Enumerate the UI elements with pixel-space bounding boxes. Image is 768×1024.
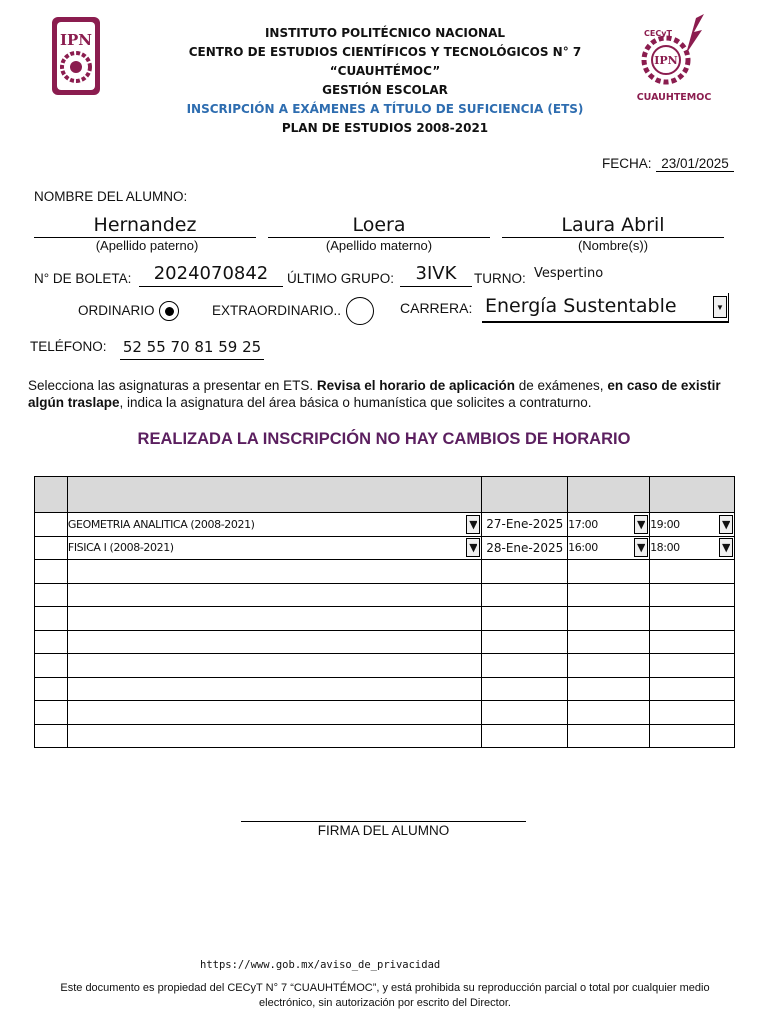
subject-cell[interactable]: [67, 677, 481, 701]
ets-subjects-table: [34, 476, 735, 748]
row-number-cell: [35, 536, 68, 560]
start-time-dropdown-button[interactable]: [634, 538, 648, 557]
end-time-cell[interactable]: [650, 560, 735, 584]
table-row: [35, 583, 735, 607]
last-group-label: ÚLTIMO GRUPO:: [287, 271, 395, 286]
document-title: INSCRIPCIÓN A EXÁMENES A TÍTULO DE SUFICIENCIA (ETS): [186, 102, 584, 116]
institution-name: INSTITUTO POLITÉCNICO NACIONAL: [264, 26, 506, 40]
exam-date-cell: [482, 724, 568, 748]
extraordinary-radio[interactable]: [346, 297, 374, 325]
career-select[interactable]: [482, 293, 729, 323]
end-time-cell[interactable]: [650, 607, 735, 631]
start-time-dropdown-button[interactable]: [634, 515, 648, 534]
department-name: GESTIÓN ESCOLAR: [322, 83, 448, 97]
table-row: [35, 677, 735, 701]
subject-dropdown-button[interactable]: [466, 515, 480, 534]
extraordinary-label: EXTRAORDINARIO..: [212, 303, 342, 318]
exam-date-cell: [482, 630, 568, 654]
end-time-cell[interactable]: [650, 630, 735, 654]
table-row: [35, 654, 735, 678]
exam-date-cell: [482, 607, 568, 631]
student-id-label: N° DE BOLETA:: [34, 271, 132, 286]
date-label: FECHA:: [602, 156, 652, 171]
table-row: [35, 701, 735, 725]
end-time-dropdown-button[interactable]: [719, 515, 733, 534]
start-time-cell[interactable]: [568, 701, 650, 725]
maternal-surname-caption: (Apellido materno): [325, 238, 433, 253]
chevron-down-icon: ▼: [637, 517, 646, 531]
chevron-down-icon: ▼: [716, 302, 724, 312]
signature-line[interactable]: [241, 821, 526, 822]
table-row: [35, 536, 735, 560]
header-cell-subject: [67, 477, 481, 513]
subject-cell[interactable]: [67, 607, 481, 631]
start-time-cell[interactable]: [568, 513, 650, 537]
chevron-down-icon: ▼: [721, 517, 731, 531]
row-number-cell: [35, 607, 68, 631]
instructions-part1: Selecciona las asignaturas a presentar en ETS.: [28, 378, 317, 393]
header-cell-date: [482, 477, 568, 513]
cecyt-logo: [636, 14, 712, 104]
row-number-cell: [35, 677, 68, 701]
table-row: [35, 560, 735, 584]
instructions-part3: , indica la asignatura del área básica o humanística que solicites a contraturno.: [119, 395, 592, 410]
start-time-cell[interactable]: [568, 583, 650, 607]
start-time-cell[interactable]: [568, 536, 650, 560]
date-field[interactable]: 23/01/2025: [656, 156, 734, 172]
radio-selected-dot: [165, 307, 174, 316]
ordinary-radio[interactable]: [159, 301, 179, 321]
exam-date-cell: 27-Ene-2025: [482, 513, 568, 537]
end-time-dropdown-button[interactable]: [719, 538, 733, 557]
table-row: [35, 630, 735, 654]
paternal-surname-caption: (Apellido paterno): [95, 238, 199, 253]
row-number-cell: [35, 583, 68, 607]
given-names-field[interactable]: Laura Abril: [502, 213, 724, 238]
center-name: CENTRO DE ESTUDIOS CIENTÍFICOS Y TECNOLÓGICOS N° 7: [188, 45, 582, 59]
exam-date-cell: [482, 654, 568, 678]
start-time-cell[interactable]: [568, 560, 650, 584]
cecyt-logo-bottom-text: CUAUHTEMOC: [636, 92, 712, 103]
header-cell-start: [568, 477, 650, 513]
subject-cell[interactable]: [67, 654, 481, 678]
career-dropdown-button[interactable]: [713, 296, 727, 318]
table-row: [35, 607, 735, 631]
given-names-caption: (Nombre(s)): [577, 238, 649, 253]
instructions-bold2: en caso de existir algún traslape: [28, 378, 721, 410]
end-time-cell[interactable]: [650, 536, 735, 560]
table-row: [35, 724, 735, 748]
privacy-url-link[interactable]: https://www.gob.mx/aviso_de_privacidad: [200, 959, 441, 971]
study-plan: PLAN DE ESTUDIOS 2008-2021: [281, 121, 489, 135]
exam-date-cell: 28-Ene-2025: [482, 536, 568, 560]
cecyt-logo-mid-text: IPN: [654, 54, 678, 67]
phone-field[interactable]: 52 55 70 81 59 25: [120, 335, 264, 360]
end-time-cell[interactable]: [650, 677, 735, 701]
start-time-cell[interactable]: [568, 607, 650, 631]
career-select-value: Energía Sustentable: [485, 295, 677, 317]
no-schedule-changes-notice: REALIZADA LA INSCRIPCIÓN NO HAY CAMBIOS DE HORARIO: [137, 430, 631, 448]
subject-cell[interactable]: [67, 724, 481, 748]
end-time-cell[interactable]: [650, 513, 735, 537]
subject-cell[interactable]: [67, 701, 481, 725]
maternal-surname-field[interactable]: Loera: [268, 213, 490, 238]
end-time-cell[interactable]: [650, 701, 735, 725]
table-row: [35, 513, 735, 537]
chevron-down-icon: ▼: [721, 541, 731, 555]
paternal-surname-field[interactable]: Hernandez: [34, 213, 256, 238]
row-number-cell: [35, 513, 68, 537]
phone-label: TELÉFONO:: [30, 339, 107, 354]
ipn-logo: [48, 15, 104, 97]
row-number-cell: [35, 630, 68, 654]
start-time-cell[interactable]: [568, 630, 650, 654]
instructions-part2: de exámenes,: [515, 378, 608, 393]
row-number-cell: [35, 560, 68, 584]
student-id-field[interactable]: 2024070842: [139, 262, 283, 287]
ownership-disclaimer: Este documento es propiedad del CECyT N° 7 “CUAUHTÉMOC”, y está prohibida su reproducción parcial o total por cualquier medio electrónico, sin autorización por escrito del Director.: [60, 982, 710, 1009]
end-time-cell[interactable]: [650, 583, 735, 607]
chevron-down-icon: ▼: [469, 517, 478, 531]
subject-dropdown-button[interactable]: [466, 538, 480, 557]
start-time-value: 16:00: [568, 541, 598, 555]
subject-value: GEOMETRIA ANALITICA (2008-2021): [67, 517, 255, 531]
instructions-bold1: Revisa el horario de aplicación: [316, 378, 515, 393]
end-time-value: 19:00: [650, 517, 680, 531]
ipn-logo-text: IPN: [59, 31, 93, 49]
shift-label: TURNO:: [474, 271, 526, 286]
student-name-label: NOMBRE DEL ALUMNO:: [34, 189, 188, 204]
header-cell-end: [650, 477, 735, 513]
chevron-down-icon: ▼: [637, 541, 646, 555]
exam-date-cell: [482, 560, 568, 584]
shift-field[interactable]: Vespertino: [534, 266, 604, 281]
ordinary-label: ORDINARIO: [78, 303, 155, 318]
subject-value: FISICA I (2008-2021): [67, 541, 174, 555]
exam-date-cell: [482, 583, 568, 607]
end-time-value: 18:00: [650, 541, 680, 555]
exam-date-cell: [482, 701, 568, 725]
subject-cell[interactable]: [67, 560, 481, 584]
row-number-cell: [35, 724, 68, 748]
start-time-cell[interactable]: [568, 677, 650, 701]
exam-date-cell: [482, 677, 568, 701]
start-time-value: 17:00: [568, 517, 598, 531]
signature-label: FIRMA DEL ALUMNO: [317, 823, 450, 838]
row-number-cell: [35, 701, 68, 725]
subject-cell[interactable]: [67, 513, 481, 537]
document-header: [150, 24, 620, 138]
instructions-text: [28, 377, 748, 411]
chevron-down-icon: ▼: [469, 541, 478, 555]
subject-cell[interactable]: [67, 630, 481, 654]
subject-cell[interactable]: [67, 536, 481, 560]
end-time-cell[interactable]: [650, 654, 735, 678]
start-time-cell[interactable]: [568, 654, 650, 678]
table-header-row: [35, 477, 735, 513]
center-alias: “CUAUHTÉMOC”: [329, 64, 441, 78]
row-number-cell: [35, 654, 68, 678]
header-cell-number: [35, 477, 68, 513]
cecyt-logo-top-text: CECyT: [644, 29, 672, 38]
end-time-cell[interactable]: [650, 724, 735, 748]
last-group-field[interactable]: 3IVK: [400, 262, 472, 287]
career-label: CARRERA:: [400, 300, 473, 316]
subject-cell[interactable]: [67, 583, 481, 607]
start-time-cell[interactable]: [568, 724, 650, 748]
